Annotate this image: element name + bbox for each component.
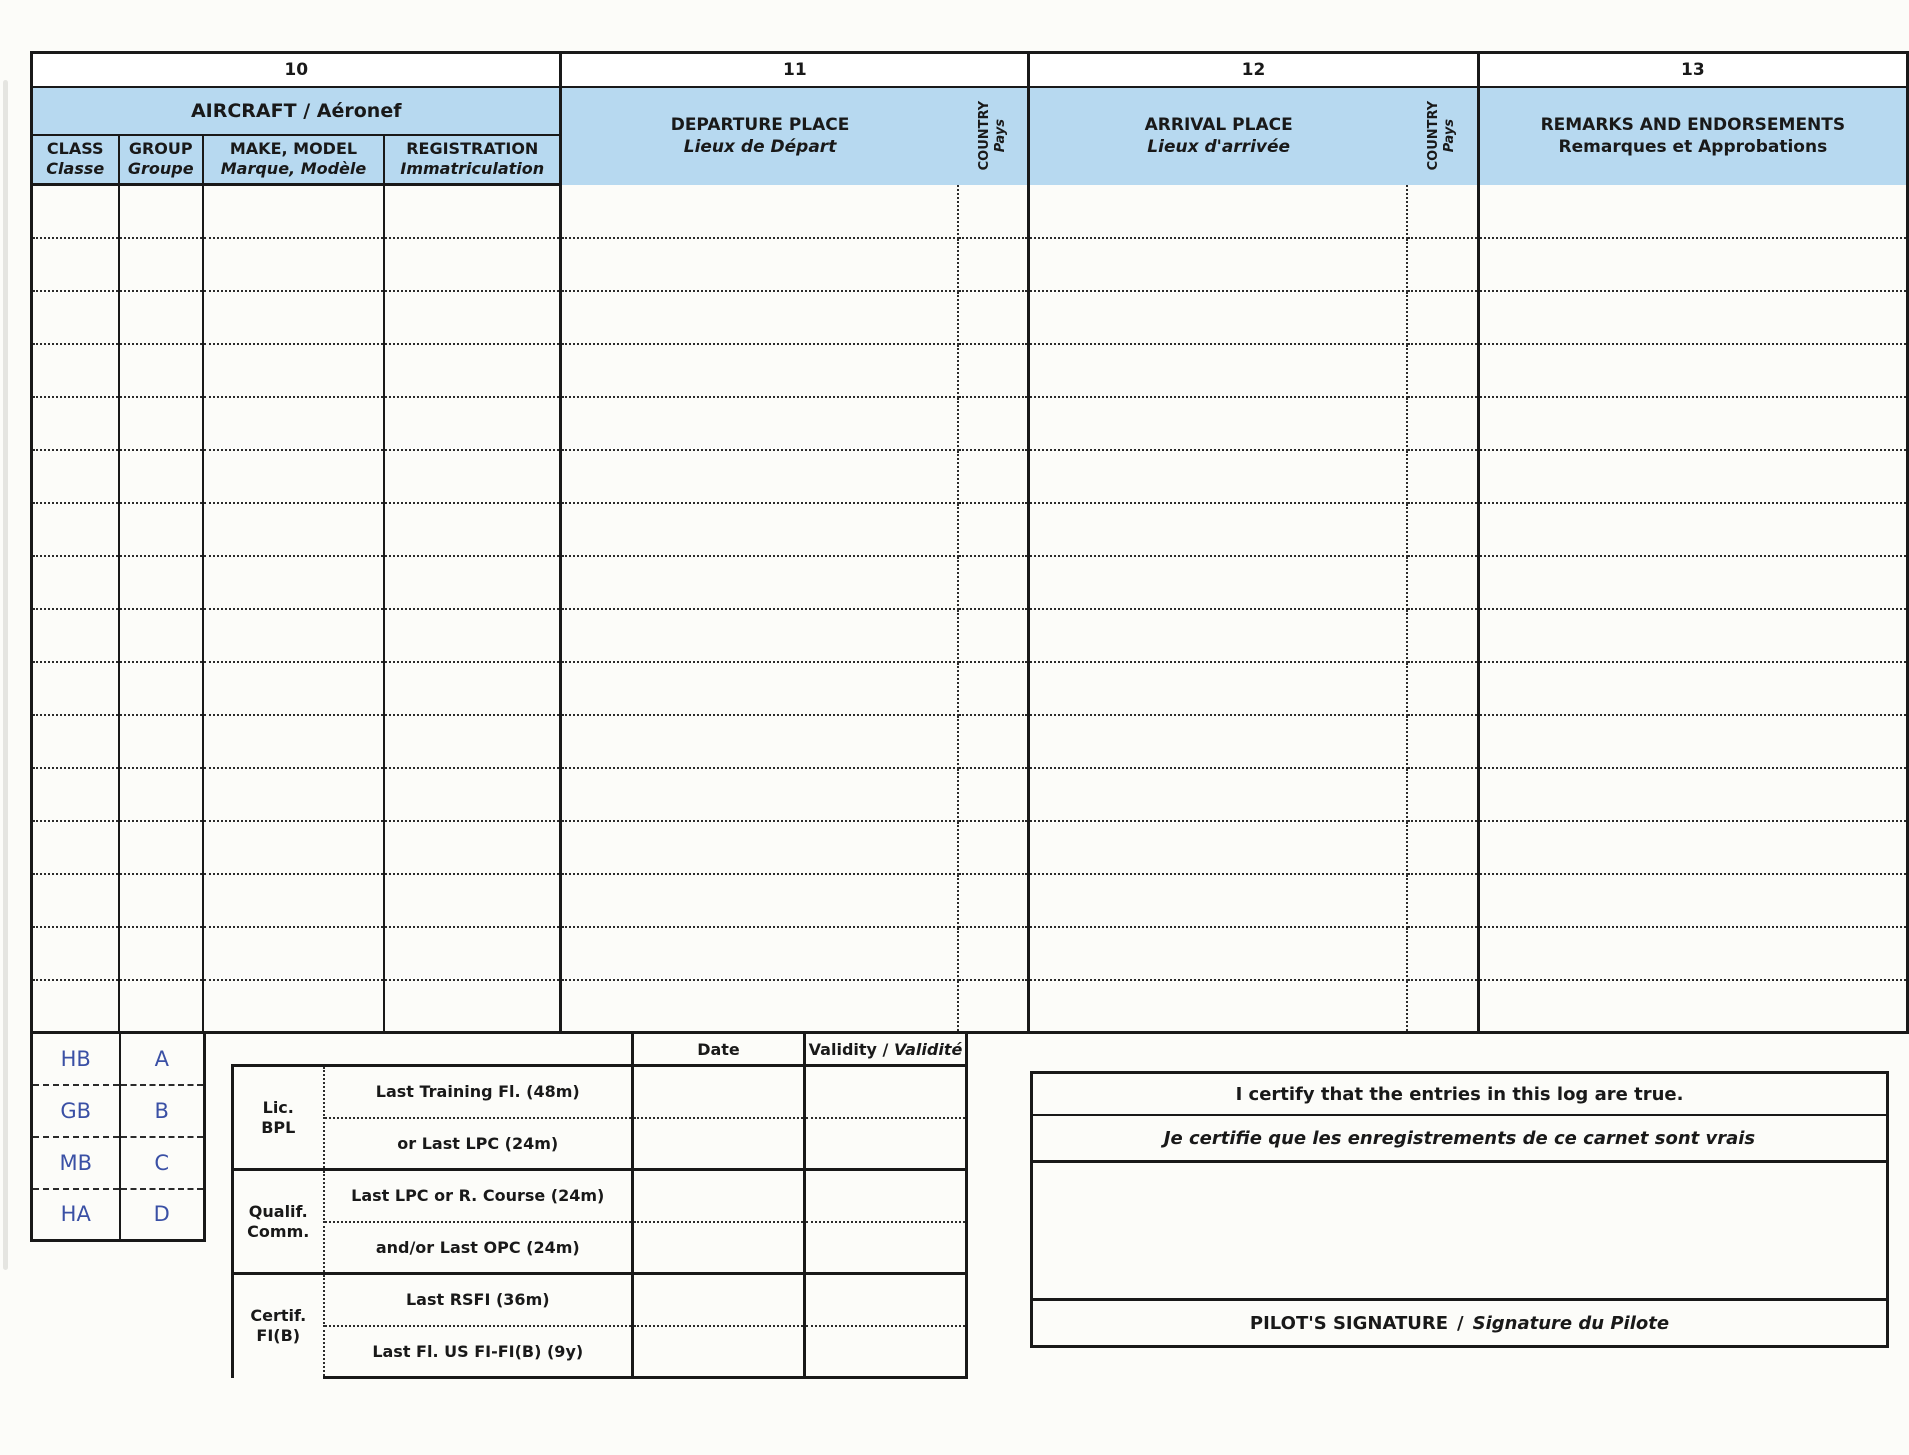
body-cell-departure-country xyxy=(958,344,1029,397)
arrival-country-header: COUNTRY Pays xyxy=(1407,87,1478,185)
body-cell-arrival xyxy=(1029,291,1407,344)
table-row xyxy=(32,715,1908,768)
departure-country-header: COUNTRY Pays xyxy=(958,87,1029,185)
body-cell-make-model xyxy=(203,238,384,291)
body-cell-departure-country xyxy=(958,397,1029,450)
body-cell-departure xyxy=(561,291,958,344)
body-cell-make-model xyxy=(203,715,384,768)
body-cell-departure-country xyxy=(958,715,1029,768)
body-cell-departure xyxy=(561,185,958,238)
body-cell-departure-country xyxy=(958,821,1029,874)
col-number-13: 13 xyxy=(1478,53,1907,87)
body-cell-class xyxy=(32,874,119,927)
body-cell-class xyxy=(32,927,119,980)
body-cell-make-model xyxy=(203,874,384,927)
group-header-row xyxy=(32,87,1908,135)
body-cell-departure-country xyxy=(958,927,1029,980)
body-cell-class xyxy=(32,768,119,821)
check-row xyxy=(233,1170,967,1222)
body-cell-make-model xyxy=(203,450,384,503)
registration-header: REGISTRATION Immatriculation xyxy=(384,135,561,185)
body-cell-make-model xyxy=(203,344,384,397)
body-cell-remarks xyxy=(1478,927,1907,980)
table-row xyxy=(32,344,1908,397)
body-cell-remarks xyxy=(1478,556,1907,609)
table-row xyxy=(32,397,1908,450)
body-cell-class xyxy=(32,821,119,874)
body-cell-class xyxy=(32,556,119,609)
table-row xyxy=(32,821,1908,874)
body-cell-departure-country xyxy=(958,874,1029,927)
body-cell-departure-country xyxy=(958,291,1029,344)
signature-area xyxy=(1033,1163,1886,1298)
table-row xyxy=(32,609,1908,662)
check-row xyxy=(233,1274,967,1326)
check-item: Last LPC or R. Course (24m) xyxy=(324,1170,633,1222)
body-cell-registration xyxy=(384,291,561,344)
body-cell-arrival-country xyxy=(1407,768,1478,821)
body-cell-departure-country xyxy=(958,662,1029,715)
body-cell-departure xyxy=(561,397,958,450)
body-cell-group xyxy=(119,821,203,874)
body-cell-make-model xyxy=(203,609,384,662)
body-cell-remarks xyxy=(1478,397,1907,450)
body-cell-arrival xyxy=(1029,662,1407,715)
body-cell-departure xyxy=(561,927,958,980)
check-date-cell xyxy=(633,1326,805,1378)
body-cell-arrival xyxy=(1029,715,1407,768)
body-cell-remarks xyxy=(1478,291,1907,344)
table-row xyxy=(32,503,1908,556)
group-header: GROUP Groupe xyxy=(119,135,203,185)
body-cell-departure xyxy=(561,980,958,1033)
body-cell-make-model xyxy=(203,185,384,238)
body-cell-class xyxy=(32,503,119,556)
col-number-11: 11 xyxy=(561,53,1029,87)
body-cell-group xyxy=(119,238,203,291)
body-cell-registration xyxy=(384,238,561,291)
legend-cell-group: D xyxy=(153,1202,170,1227)
body-cell-arrival xyxy=(1029,397,1407,450)
body-cell-arrival xyxy=(1029,556,1407,609)
body-cell-departure xyxy=(561,344,958,397)
body-cell-arrival xyxy=(1029,344,1407,397)
body-cell-arrival xyxy=(1029,980,1407,1033)
certify-line-fr: Je certifie que les enregistrements de ce carnet sont vrais xyxy=(1033,1116,1886,1163)
legend-row xyxy=(32,1085,205,1137)
checks-header-date: Date xyxy=(633,1033,805,1066)
body-cell-make-model xyxy=(203,503,384,556)
body-cell-arrival xyxy=(1029,238,1407,291)
body-cell-arrival-country xyxy=(1407,344,1478,397)
body-cell-arrival-country xyxy=(1407,291,1478,344)
body-cell-registration xyxy=(384,662,561,715)
body-cell-arrival-country xyxy=(1407,662,1478,715)
body-cell-remarks xyxy=(1478,662,1907,715)
legend-cell-class: HA xyxy=(32,1189,120,1241)
body-cell-remarks xyxy=(1478,450,1907,503)
signature-label: PILOT'S SIGNATURE / Signature du Pilote xyxy=(1033,1298,1886,1345)
body-cell-class xyxy=(32,238,119,291)
table-row xyxy=(32,980,1908,1033)
check-date-cell xyxy=(633,1066,805,1118)
body-cell-arrival-country xyxy=(1407,503,1478,556)
body-cell-departure xyxy=(561,556,958,609)
body-cell-departure xyxy=(561,238,958,291)
body-cell-registration xyxy=(384,715,561,768)
table-row xyxy=(32,185,1908,238)
check-group-label-certif-fib: Certif. FI(B) xyxy=(233,1274,324,1378)
check-row xyxy=(233,1222,967,1274)
body-cell-class xyxy=(32,291,119,344)
main-table-body xyxy=(32,185,1908,1033)
body-cell-arrival-country xyxy=(1407,821,1478,874)
body-cell-registration xyxy=(384,397,561,450)
body-cell-departure-country xyxy=(958,768,1029,821)
body-cell-registration xyxy=(384,556,561,609)
scan-edge-artifact xyxy=(3,80,8,1270)
legend-cell-group: C xyxy=(120,1137,205,1189)
legend-cell-class: HB xyxy=(32,1033,120,1085)
body-cell-arrival-country xyxy=(1407,609,1478,662)
body-cell-group xyxy=(119,768,203,821)
body-cell-registration xyxy=(384,927,561,980)
check-group-label-qualif-comm: Qualif. Comm. xyxy=(233,1170,324,1274)
check-date-cell xyxy=(633,1118,805,1170)
body-cell-group xyxy=(119,662,203,715)
check-row xyxy=(233,1066,967,1118)
body-cell-arrival xyxy=(1029,450,1407,503)
body-cell-departure-country xyxy=(958,556,1029,609)
body-cell-arrival xyxy=(1029,927,1407,980)
body-cell-arrival-country xyxy=(1407,450,1478,503)
check-validity-cell xyxy=(805,1274,967,1326)
aircraft-header: AIRCRAFT / Aéronef xyxy=(32,87,561,135)
body-cell-class xyxy=(32,185,119,238)
body-cell-make-model xyxy=(203,397,384,450)
body-cell-departure-country xyxy=(958,609,1029,662)
check-validity-cell xyxy=(805,1222,967,1274)
body-cell-group xyxy=(119,556,203,609)
check-item: Last RSFI (36m) xyxy=(324,1274,633,1326)
col-number-10: 10 xyxy=(32,53,561,87)
body-cell-departure xyxy=(561,662,958,715)
legend-row xyxy=(32,1033,205,1085)
check-date-cell xyxy=(633,1274,805,1326)
check-validity-cell xyxy=(805,1118,967,1170)
checks-header-validity: Validity / Validité xyxy=(805,1033,967,1066)
body-cell-make-model xyxy=(203,821,384,874)
check-item: and/or Last OPC (24m) xyxy=(324,1222,633,1274)
table-row xyxy=(32,927,1908,980)
body-cell-group xyxy=(119,450,203,503)
body-cell-remarks xyxy=(1478,185,1907,238)
body-cell-class xyxy=(32,980,119,1033)
check-validity-cell xyxy=(805,1066,967,1118)
class-header: CLASS Classe xyxy=(32,135,119,185)
body-cell-group xyxy=(119,980,203,1033)
body-cell-departure-country xyxy=(958,450,1029,503)
body-cell-remarks xyxy=(1478,768,1907,821)
table-row xyxy=(32,662,1908,715)
body-cell-remarks xyxy=(1478,238,1907,291)
body-cell-group xyxy=(119,185,203,238)
body-cell-departure-country xyxy=(958,185,1029,238)
body-cell-class xyxy=(32,715,119,768)
body-cell-registration xyxy=(384,980,561,1033)
table-row xyxy=(32,768,1908,821)
check-group-label-lic-bpl: Lic. BPL xyxy=(233,1066,324,1170)
body-cell-arrival xyxy=(1029,874,1407,927)
body-cell-make-model xyxy=(203,662,384,715)
body-cell-arrival xyxy=(1029,821,1407,874)
body-cell-arrival-country xyxy=(1407,185,1478,238)
remarks-header: REMARKS AND ENDORSEMENTS Remarques et Approbations xyxy=(1478,87,1907,185)
table-row xyxy=(32,450,1908,503)
body-cell-group xyxy=(119,609,203,662)
legend-row xyxy=(32,1189,205,1241)
body-cell-departure xyxy=(561,874,958,927)
body-cell-departure xyxy=(561,821,958,874)
body-cell-group xyxy=(119,927,203,980)
column-number-row xyxy=(32,53,1908,87)
col-number-12: 12 xyxy=(1029,53,1478,87)
body-cell-arrival-country xyxy=(1407,980,1478,1033)
body-cell-departure-country xyxy=(958,238,1029,291)
body-cell-class xyxy=(32,662,119,715)
check-item: Last Fl. US FI-FI(B) (9y) xyxy=(324,1326,633,1378)
body-cell-remarks xyxy=(1478,344,1907,397)
arrival-header: ARRIVAL PLACE Lieux d'arrivée xyxy=(1029,87,1407,185)
check-validity-cell xyxy=(805,1170,967,1222)
check-item: or Last LPC (24m) xyxy=(324,1118,633,1170)
check-validity-cell xyxy=(805,1326,967,1378)
checks-header-row xyxy=(233,1033,967,1066)
body-cell-make-model xyxy=(203,980,384,1033)
table-row xyxy=(32,291,1908,344)
check-date-cell xyxy=(633,1170,805,1222)
body-cell-remarks xyxy=(1478,715,1907,768)
body-cell-arrival-country xyxy=(1407,715,1478,768)
check-item: Last Training Fl. (48m) xyxy=(324,1066,633,1118)
body-cell-make-model xyxy=(203,291,384,344)
body-cell-departure xyxy=(561,503,958,556)
departure-header: DEPARTURE PLACE Lieux de Départ xyxy=(561,87,958,185)
body-cell-make-model xyxy=(203,556,384,609)
body-cell-arrival-country xyxy=(1407,238,1478,291)
body-cell-remarks xyxy=(1478,874,1907,927)
checks-header-spacer xyxy=(233,1033,633,1066)
body-cell-class xyxy=(32,344,119,397)
body-cell-departure-country xyxy=(958,503,1029,556)
body-cell-remarks xyxy=(1478,609,1907,662)
body-cell-departure xyxy=(561,450,958,503)
body-cell-registration xyxy=(384,874,561,927)
body-cell-make-model xyxy=(203,927,384,980)
body-cell-group xyxy=(119,291,203,344)
certify-line-en: I certify that the entries in this log are true. xyxy=(1033,1074,1886,1116)
body-cell-registration xyxy=(384,768,561,821)
body-cell-registration xyxy=(384,609,561,662)
legend-table xyxy=(30,1031,206,1242)
body-cell-arrival xyxy=(1029,609,1407,662)
body-cell-group xyxy=(119,397,203,450)
body-cell-arrival-country xyxy=(1407,874,1478,927)
check-date-cell xyxy=(633,1222,805,1274)
legend-cell-group: A xyxy=(120,1033,205,1085)
body-cell-remarks xyxy=(1478,503,1907,556)
body-cell-arrival xyxy=(1029,768,1407,821)
body-cell-class xyxy=(32,609,119,662)
body-cell-arrival-country xyxy=(1407,927,1478,980)
table-row xyxy=(32,238,1908,291)
body-cell-arrival xyxy=(1029,185,1407,238)
body-cell-make-model xyxy=(203,768,384,821)
table-row xyxy=(32,556,1908,609)
body-cell-registration xyxy=(384,185,561,238)
check-row xyxy=(233,1326,967,1378)
table-row xyxy=(32,874,1908,927)
body-cell-arrival-country xyxy=(1407,556,1478,609)
body-cell-class xyxy=(32,450,119,503)
body-cell-arrival-country xyxy=(1407,397,1478,450)
checks-table xyxy=(231,1031,968,1379)
body-cell-remarks xyxy=(1478,821,1907,874)
body-cell-group xyxy=(119,874,203,927)
body-cell-registration xyxy=(384,503,561,556)
body-cell-departure xyxy=(561,609,958,662)
body-cell-arrival xyxy=(1029,503,1407,556)
body-cell-registration xyxy=(384,450,561,503)
body-cell-group xyxy=(119,344,203,397)
body-cell-remarks xyxy=(1478,980,1907,1033)
main-table xyxy=(30,51,1909,1034)
body-cell-group xyxy=(119,503,203,556)
body-cell-registration xyxy=(384,821,561,874)
legend-cell-class: GB xyxy=(32,1085,120,1137)
certification-box xyxy=(1030,1071,1889,1348)
make-model-header: MAKE, MODEL Marque, Modèle xyxy=(203,135,384,185)
body-cell-group xyxy=(119,715,203,768)
check-row xyxy=(233,1118,967,1170)
legend-cell-class: MB xyxy=(32,1137,120,1189)
legend-row xyxy=(32,1137,205,1189)
legend-cell-group: B xyxy=(120,1085,205,1137)
body-cell-departure xyxy=(561,715,958,768)
body-cell-class xyxy=(32,397,119,450)
body-cell-departure-country xyxy=(958,980,1029,1033)
body-cell-registration xyxy=(384,344,561,397)
body-cell-departure xyxy=(561,768,958,821)
